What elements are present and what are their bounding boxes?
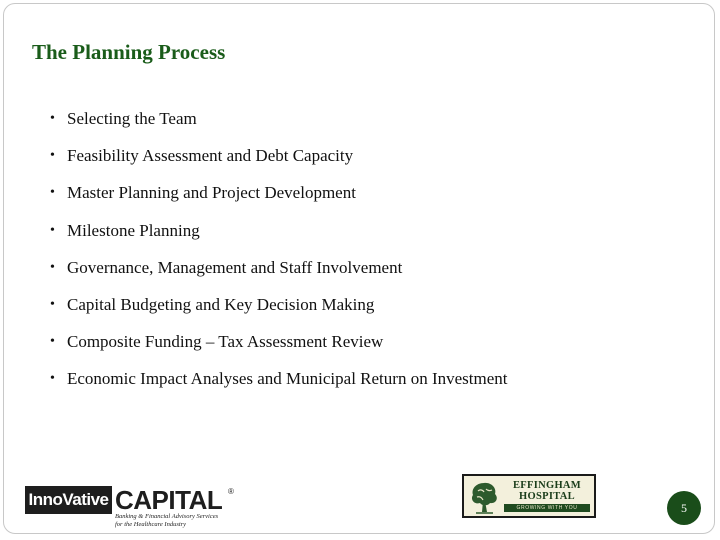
bullet-icon: • [50, 296, 55, 312]
effingham-line2: HOSPITAL [519, 491, 575, 502]
bullet-text: Feasibility Assessment and Debt Capacity [67, 146, 354, 166]
list-item [50, 218, 507, 255]
effingham-hospital-logo [462, 474, 596, 518]
bullet-icon: • [50, 148, 55, 164]
page-number-badge: 5 [667, 491, 701, 525]
registered-mark: ® [228, 487, 234, 496]
bullet-icon: • [50, 111, 55, 126]
bullet-icon: • [50, 371, 55, 387]
effingham-line1: EFFINGHAM [512, 480, 582, 491]
bullet-text: Selecting the Team [67, 109, 197, 128]
list-item [50, 180, 507, 217]
bullet-text: Master Planning and Project Development [67, 183, 356, 203]
bullet-text: Capital Budgeting and Key Decision Making [67, 294, 375, 314]
tree-icon [468, 479, 500, 515]
list-item [50, 255, 507, 292]
list-item [50, 329, 507, 366]
bullet-text: Milestone Planning [67, 220, 200, 240]
bullet-icon: • [50, 334, 55, 350]
innovative-logo-box: InnoVative [25, 486, 112, 514]
list-item [50, 292, 507, 329]
list-item [50, 106, 507, 143]
bullet-list [50, 106, 507, 404]
bullet-icon: • [50, 185, 55, 201]
capital-tagline-line1: Banking & Financial Advisory Services [115, 513, 219, 520]
bullet-icon: • [50, 259, 55, 275]
list-item [50, 366, 507, 403]
slide-title: The Planning Process [32, 40, 226, 64]
effingham-name [502, 480, 592, 502]
capital-logo-word: CAPITAL [115, 485, 223, 515]
bullet-text: Governance, Management and Staff Involvement [67, 257, 403, 277]
bullet-text: Economic Impact Analyses and Municipal Return on Investment [67, 369, 508, 389]
bullet-text: Composite Funding – Tax Assessment Review [67, 332, 384, 352]
bullet-icon: • [50, 222, 55, 238]
innovative-capital-logo [25, 486, 235, 530]
effingham-tagline: GROWING WITH YOU [504, 504, 590, 512]
capital-tagline-line2: for the Healthcare Industry [115, 520, 187, 528]
list-item [50, 143, 507, 180]
capital-logo-tagline [115, 513, 245, 528]
